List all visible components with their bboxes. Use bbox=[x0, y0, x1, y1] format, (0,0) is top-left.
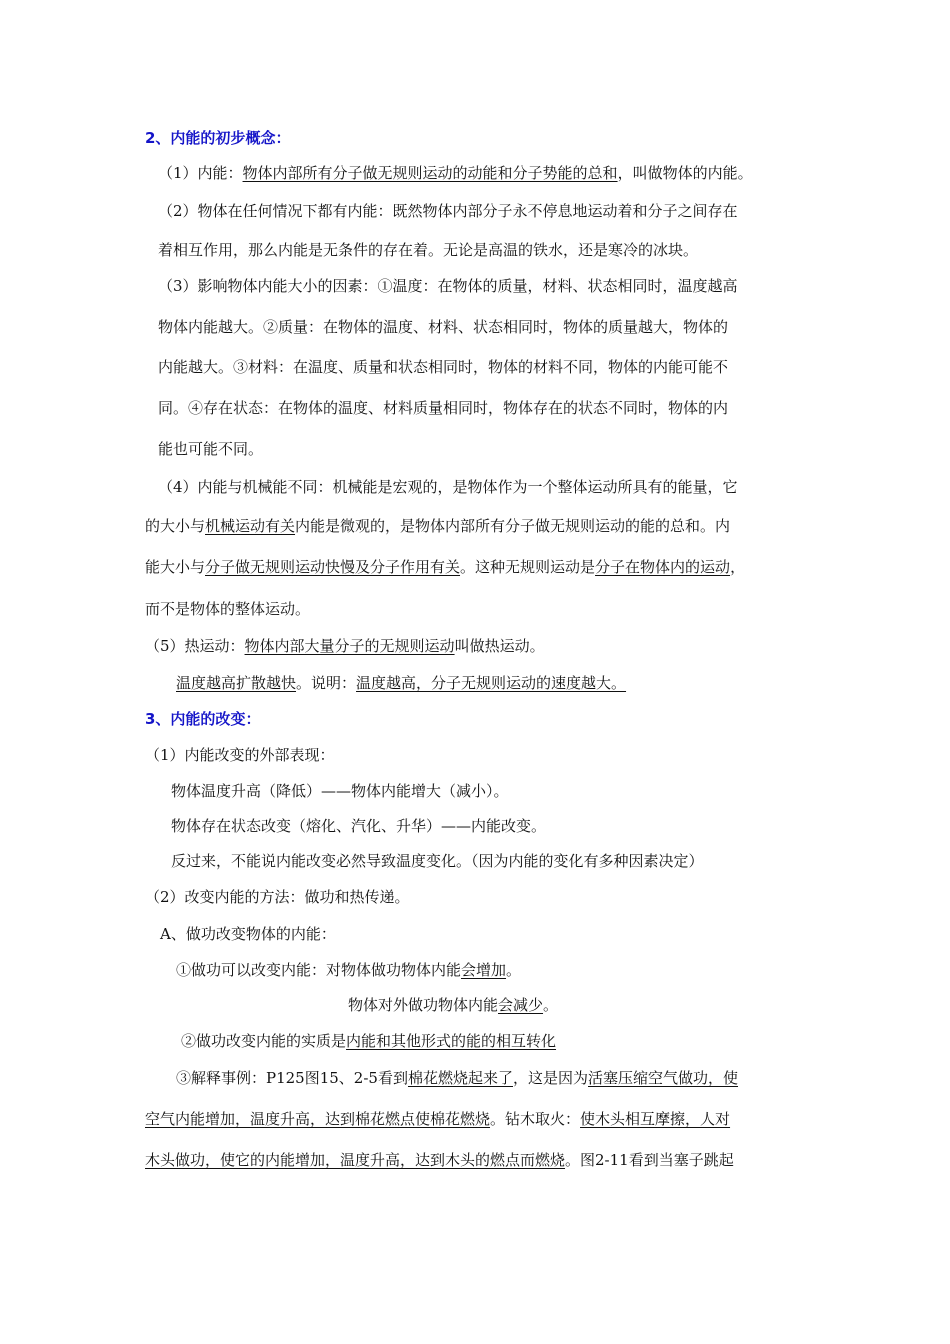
section-3-heading: 3、内能的改变： bbox=[145, 710, 261, 728]
paragraph-3-line-4: 同。④存在状态：在物体的温度、材料质量相同时，物体存在的状态不同时，物体的内 bbox=[158, 399, 729, 417]
text-run: ③解释事例：P125图15、2-5看到 bbox=[176, 1069, 408, 1087]
item-3-line-2 bbox=[145, 1109, 730, 1129]
text-run: 。钻木取火： bbox=[490, 1110, 581, 1128]
text-run-underlined: 活塞压缩空气做功，使 bbox=[588, 1069, 739, 1087]
item-1-line-2 bbox=[348, 995, 558, 1015]
text-run: 。说明： bbox=[296, 674, 357, 692]
text-run: 。 bbox=[506, 961, 522, 979]
text-run-underlined: 会增加 bbox=[461, 961, 507, 979]
text-run-underlined: 机械运动有关 bbox=[205, 517, 296, 535]
text-run-underlined: 会减少 bbox=[498, 996, 544, 1014]
text-run-underlined: 内能和其他形式的能的相互转化 bbox=[346, 1032, 557, 1050]
text-run: ，这是因为 bbox=[512, 1069, 588, 1087]
subsection-1-line-3: 反过来，不能说内能改变必然导致温度变化。（因为内能的变化有多种因素决定） bbox=[171, 852, 704, 870]
paragraph-3-line-5: 能也可能不同。 bbox=[158, 440, 264, 458]
text-run-underlined: 使木头相互摩擦，人对 bbox=[580, 1110, 731, 1128]
text-run-underlined: 物体内部大量分子的无规则运动 bbox=[244, 637, 455, 655]
text-run-underlined: 物体内部所有分子做无规则运动的动能和分子势能的总和 bbox=[242, 164, 618, 182]
paragraph-2-line-2: 着相互作用，那么内能是无条件的存在着。无论是高温的铁水，还是寒冷的冰块。 bbox=[158, 241, 699, 259]
paragraph-5-line-1 bbox=[145, 636, 545, 656]
paragraph-5-line-2 bbox=[176, 673, 626, 693]
item-2-line bbox=[181, 1031, 556, 1051]
text-run: 物体对外做功物体内能 bbox=[348, 996, 499, 1014]
text-run: 。这种无规则运动是 bbox=[460, 558, 596, 576]
text-run: 叫做热运动。 bbox=[454, 637, 545, 655]
item-3-line-1 bbox=[176, 1068, 738, 1088]
paragraph-3-line-2: 物体内能越大。②质量：在物体的温度、材料、状态相同时，物体的质量越大，物体的 bbox=[158, 318, 729, 336]
paragraph-3-line-1: （3）影响物体内能大小的因素：①温度：在物体的质量，材料、状态相同时，温度越高 bbox=[158, 277, 738, 295]
text-run: ②做功改变内能的实质是 bbox=[181, 1032, 347, 1050]
text-run: 。 bbox=[543, 996, 559, 1014]
text-run: （1）内能： bbox=[158, 164, 243, 182]
item-3-line-3 bbox=[145, 1150, 734, 1170]
paragraph-2-line-1: （2）物体在任何情况下都有内能：既然物体内部分子永不停息地运动着和分子之间存在 bbox=[158, 202, 738, 220]
text-run-underlined: 棉花燃烧起来了 bbox=[407, 1069, 513, 1087]
paragraph-4-line-2 bbox=[145, 516, 730, 536]
text-run-underlined: 分子在物体内的运动 bbox=[595, 558, 731, 576]
item-1-line-1 bbox=[176, 960, 521, 980]
text-run-underlined: 温度越高扩散越快 bbox=[176, 674, 297, 692]
text-run: 能大小与 bbox=[145, 558, 206, 576]
section-2-heading: 2、内能的初步概念： bbox=[145, 129, 291, 147]
text-run: ， bbox=[730, 558, 746, 576]
paragraph-1-line bbox=[158, 163, 753, 183]
text-run-underlined: 温度越高，分子无规则运动的速度越大。 bbox=[356, 674, 627, 692]
text-run: （5）热运动： bbox=[145, 637, 245, 655]
text-run: ①做功可以改变内能：对物体做功物体内能 bbox=[176, 961, 462, 979]
paragraph-3-line-3: 内能越大。③材料：在温度、质量和状态相同时，物体的材料不同，物体的内能可能不 bbox=[158, 358, 729, 376]
subsection-1-line-1: 物体温度升高（降低）——物体内能增大（减小）。 bbox=[171, 782, 509, 800]
subsection-2-title: （2）改变内能的方法：做功和热传递。 bbox=[145, 888, 410, 906]
text-run: ，叫做物体的内能。 bbox=[617, 164, 753, 182]
paragraph-4-line-4: 而不是物体的整体运动。 bbox=[145, 600, 311, 618]
text-run: 的大小与 bbox=[145, 517, 206, 535]
subsection-1-title: （1）内能改变的外部表现： bbox=[145, 746, 335, 764]
text-run-underlined: 空气内能增加，温度升高，达到棉花燃点使棉花燃烧 bbox=[145, 1110, 491, 1128]
text-run: 。图2-11看到当塞子跳起 bbox=[565, 1151, 734, 1169]
paragraph-4-line-3 bbox=[145, 557, 745, 577]
paragraph-4-line-1: （4）内能与机械能不同：机械能是宏观的，是物体作为一个整体运动所具有的能量，它 bbox=[158, 478, 738, 496]
text-run: 内能是微观的，是物体内部所有分子做无规则运动的能的总和。内 bbox=[295, 517, 731, 535]
text-run-underlined: 木头做功，使它的内能增加，温度升高，达到木头的燃点而燃烧 bbox=[145, 1151, 566, 1169]
text-run-underlined: 分子做无规则运动快慢及分子作用有关 bbox=[205, 558, 461, 576]
subsection-1-line-2: 物体存在状态改变（熔化、汽化、升华）——内能改变。 bbox=[171, 817, 547, 835]
subsection-2a-title: A、做功改变物体的内能： bbox=[160, 925, 336, 943]
